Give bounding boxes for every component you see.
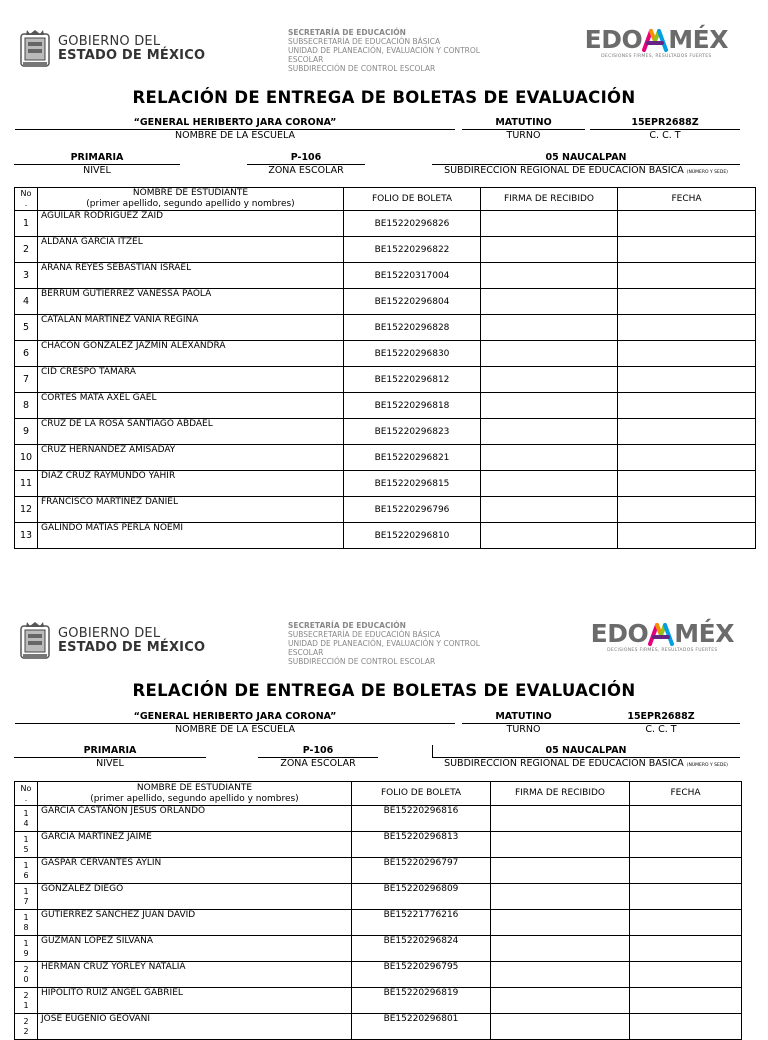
- fecha-cell: [630, 962, 742, 988]
- row-number: 6: [15, 341, 38, 367]
- table-row: [15, 1014, 742, 1040]
- escolar-line: ESCOLAR: [288, 55, 324, 64]
- region-field: [432, 152, 740, 176]
- cct-value: 15EPR2688Z: [627, 711, 695, 722]
- firma-cell: [481, 445, 618, 471]
- row-number: 12: [15, 497, 38, 523]
- row-number: 1 5: [15, 832, 38, 858]
- nivel-label: NIVEL: [83, 165, 111, 176]
- nivel-value: PRIMARIA: [83, 745, 137, 756]
- gobierno-line-1: GOBIERNO DEL: [58, 626, 161, 641]
- header-folio: FOLIO DE BOLETA: [344, 188, 481, 211]
- folio-cell: BE15220296823: [344, 419, 481, 445]
- header-fecha: FECHA: [630, 782, 742, 806]
- gobierno-line-1: GOBIERNO DEL: [58, 34, 161, 49]
- header-no: No .: [15, 188, 38, 211]
- table-row: [15, 211, 756, 237]
- fecha-cell: [618, 341, 756, 367]
- folio-cell: BE15220296816: [352, 806, 491, 832]
- student-name: DIAZ CRUZ RAYMUNDO YAHIR: [38, 471, 344, 497]
- row-number: 2 2: [15, 1014, 38, 1040]
- row-number: 13: [15, 523, 38, 549]
- header-nombre: NOMBRE DE ESTUDIANTE (primer apellido, segundo apellido y nombres): [38, 782, 352, 806]
- edomex-a-icon: [648, 623, 674, 645]
- nivel-field: [14, 152, 180, 176]
- student-name: GARCIA CASTAÑON JESUS ORLANDO: [38, 806, 352, 832]
- edomex-tagline: DECISIONES FIRMES, RESULTADOS FUERTES: [607, 648, 718, 653]
- fecha-cell: [618, 315, 756, 341]
- student-name: CRUZ HERNANDEZ AMISADAY: [38, 445, 344, 471]
- row-number: 11: [15, 471, 38, 497]
- firma-cell: [491, 884, 630, 910]
- zona-field: [247, 152, 365, 176]
- cct-field: [582, 711, 740, 735]
- table-row: [15, 806, 742, 832]
- edomex-logo: [591, 620, 734, 653]
- table-row: [15, 962, 742, 988]
- table-row: [15, 237, 756, 263]
- fecha-cell: [618, 263, 756, 289]
- firma-cell: [491, 936, 630, 962]
- fecha-cell: [630, 988, 742, 1014]
- student-name: CHACON GONZALEZ JAZMIN ALEXANDRA: [38, 341, 344, 367]
- firma-cell: [481, 237, 618, 263]
- gobierno-line-2: ESTADO DE MÉXICO: [58, 640, 206, 655]
- folio-cell: BE15220296822: [344, 237, 481, 263]
- turno-value: MATUTINO: [495, 117, 552, 128]
- fecha-cell: [618, 367, 756, 393]
- table-row: [15, 341, 756, 367]
- folio-cell: BE15220296804: [344, 289, 481, 315]
- coat-of-arms-icon: [18, 28, 52, 70]
- region-value: 05 NAUCALPAN: [545, 152, 627, 163]
- table-row: [15, 884, 742, 910]
- folio-cell: BE15220296826: [344, 211, 481, 237]
- fecha-cell: [630, 1014, 742, 1040]
- secretaria-line: SECRETARÍA DE EDUCACIÓN: [288, 621, 406, 630]
- edomex-part-2: MÉX: [674, 619, 734, 648]
- firma-cell: [481, 315, 618, 341]
- escuela-field: [15, 711, 455, 735]
- edomex-logo: [585, 26, 728, 59]
- cct-label: C. C. T: [649, 130, 681, 141]
- escuela-field: [15, 117, 455, 141]
- firma-cell: [491, 962, 630, 988]
- fecha-cell: [618, 211, 756, 237]
- zona-label: ZONA ESCOLAR: [280, 758, 356, 769]
- folio-cell: BE15220296810: [344, 523, 481, 549]
- cct-label: C. C. T: [645, 724, 677, 735]
- student-name: ALDANA GARCIA ITZEL: [38, 237, 344, 263]
- boletas-table-2: [14, 781, 742, 1040]
- table-row: [15, 367, 756, 393]
- table-row: [15, 858, 742, 884]
- fecha-cell: [618, 523, 756, 549]
- table-row: [15, 936, 742, 962]
- subsecretaria-line: SUBSECRETARÍA DE EDUCACIÓN BÁSICA: [288, 37, 441, 46]
- firma-cell: [481, 263, 618, 289]
- fecha-cell: [618, 393, 756, 419]
- student-name: HIPOLITO RUIZ ANGEL GABRIEL: [38, 988, 352, 1014]
- fecha-cell: [630, 858, 742, 884]
- escuela-value: “GENERAL HERIBERTO JARA CORONA”: [133, 117, 337, 128]
- folio-cell: BE15220296797: [352, 858, 491, 884]
- page-title: RELACIÓN DE ENTREGA DE BOLETAS DE EVALUACIÓN: [132, 88, 636, 107]
- folio-cell: BE15220296824: [352, 936, 491, 962]
- student-name: ARANA REYES SEBASTIAN ISRAEL: [38, 263, 344, 289]
- student-name: GONZALEZ DIEGO: [38, 884, 352, 910]
- row-number: 1 7: [15, 884, 38, 910]
- row-number: 2 1: [15, 988, 38, 1014]
- secretaria-block: [288, 28, 480, 73]
- turno-field: [462, 117, 585, 141]
- coat-of-arms-icon: [18, 620, 52, 662]
- row-number: 1 6: [15, 858, 38, 884]
- table-row: [15, 263, 756, 289]
- nivel-value: PRIMARIA: [70, 152, 124, 163]
- student-name: GUZMAN LOPEZ SILVANA: [38, 936, 352, 962]
- escuela-value: “GENERAL HERIBERTO JARA CORONA”: [133, 711, 337, 722]
- folio-cell: BE15220296830: [344, 341, 481, 367]
- row-number: 9: [15, 419, 38, 445]
- folio-cell: BE15220296821: [344, 445, 481, 471]
- fecha-cell: [618, 497, 756, 523]
- unidad-line: UNIDAD DE PLANEACIÓN, EVALUACIÓN Y CONTROL: [288, 46, 480, 55]
- folio-cell: BE15220296809: [352, 884, 491, 910]
- folio-cell: BE15220296801: [352, 1014, 491, 1040]
- region-value: 05 NAUCALPAN: [545, 745, 627, 756]
- table-row: [15, 445, 756, 471]
- firma-cell: [481, 211, 618, 237]
- region-label: SUBDIRECCION REGIONAL DE EDUCACION BASICA: [444, 165, 684, 176]
- table-row: [15, 832, 742, 858]
- student-name: AGUILAR RODRIGUEZ ZAID: [38, 211, 344, 237]
- row-number: 7: [15, 367, 38, 393]
- escuela-label: NOMBRE DE LA ESCUELA: [175, 130, 295, 141]
- folio-cell: BE15220296796: [344, 497, 481, 523]
- folio-cell: BE15220296828: [344, 315, 481, 341]
- nivel-label: NIVEL: [96, 758, 124, 769]
- row-number: 1: [15, 211, 38, 237]
- student-name: CID CRESPO TAMARA: [38, 367, 344, 393]
- region-note: (NÚMERO Y SEDE): [686, 763, 728, 768]
- table-row: [15, 471, 756, 497]
- fecha-cell: [618, 419, 756, 445]
- fecha-cell: [618, 471, 756, 497]
- folio-cell: BE15220296795: [352, 962, 491, 988]
- subdireccion-line: SUBDIRECCIÓN DE CONTROL ESCOLAR: [288, 657, 436, 666]
- row-number: 1 4: [15, 806, 38, 832]
- row-number: 4: [15, 289, 38, 315]
- student-name: GARCIA MARTINEZ JAIME: [38, 832, 352, 858]
- zona-value: P-106: [302, 745, 334, 756]
- student-name: GUTIERREZ SANCHEZ JUAN DAVID: [38, 910, 352, 936]
- header-firma: FIRMA DE RECIBIDO: [481, 188, 618, 211]
- table-row: [15, 289, 756, 315]
- escuela-label: NOMBRE DE LA ESCUELA: [175, 724, 295, 735]
- fecha-cell: [630, 806, 742, 832]
- row-number: 3: [15, 263, 38, 289]
- page-title: RELACIÓN DE ENTREGA DE BOLETAS DE EVALUACIÓN: [132, 681, 636, 700]
- gobierno-line-2: ESTADO DE MÉXICO: [58, 48, 206, 63]
- region-note: (NÚMERO Y SEDE): [686, 170, 728, 175]
- folio-cell: BE15220296819: [352, 988, 491, 1014]
- firma-cell: [491, 1014, 630, 1040]
- folio-cell: BE15220317004: [344, 263, 481, 289]
- header-nombre: NOMBRE DE ESTUDIANTE (primer apellido, segundo apellido y nombres): [38, 188, 344, 211]
- row-number: 1 8: [15, 910, 38, 936]
- table-row: [15, 497, 756, 523]
- folio-cell: BE15221776216: [352, 910, 491, 936]
- firma-cell: [491, 832, 630, 858]
- folio-cell: BE15220296812: [344, 367, 481, 393]
- cct-value: 15EPR2688Z: [631, 117, 699, 128]
- fecha-cell: [618, 289, 756, 315]
- fecha-cell: [630, 884, 742, 910]
- row-number: 2: [15, 237, 38, 263]
- turno-label: TURNO: [506, 130, 541, 141]
- gobierno-logo: [18, 28, 205, 70]
- row-number: 10: [15, 445, 38, 471]
- secretaria-block: [288, 621, 480, 666]
- row-number: 1 9: [15, 936, 38, 962]
- turno-value: MATUTINO: [495, 711, 552, 722]
- table-row: [15, 419, 756, 445]
- firma-cell: [491, 988, 630, 1014]
- edomex-tagline: DECISIONES FIRMES, RESULTADOS FUERTES: [601, 54, 712, 59]
- row-number: 5: [15, 315, 38, 341]
- table-row: [15, 988, 742, 1014]
- fecha-cell: [630, 936, 742, 962]
- student-name: CORTES MATA AXEL GAEL: [38, 393, 344, 419]
- row-number: 2 0: [15, 962, 38, 988]
- firma-cell: [481, 341, 618, 367]
- firma-cell: [491, 910, 630, 936]
- student-name: BERRUM GUTIERREZ VANESSA PAOLA: [38, 289, 344, 315]
- unidad-line: UNIDAD DE PLANEACIÓN, EVALUACIÓN Y CONTROL: [288, 639, 480, 648]
- edomex-part-2: MÉX: [668, 25, 728, 54]
- boletas-table-1: [14, 187, 756, 549]
- fecha-cell: [630, 910, 742, 936]
- fecha-cell: [618, 237, 756, 263]
- student-name: GALINDO MATIAS PERLA NOEMI: [38, 523, 344, 549]
- firma-cell: [481, 471, 618, 497]
- folio-cell: BE15220296815: [344, 471, 481, 497]
- fecha-cell: [618, 445, 756, 471]
- firma-cell: [491, 858, 630, 884]
- header-fecha: FECHA: [618, 188, 756, 211]
- escolar-line: ESCOLAR: [288, 648, 324, 657]
- region-field: [432, 745, 740, 769]
- table-row: [15, 523, 756, 549]
- student-name: CATALAN MARTINEZ VANIA REGINA: [38, 315, 344, 341]
- table-row: [15, 910, 742, 936]
- document-page-2: [0, 594, 768, 1036]
- edomex-part-1: EDO: [590, 619, 649, 648]
- zona-value: P-106: [290, 152, 322, 163]
- edomex-a-icon: [642, 29, 668, 51]
- student-name: CRUZ DE LA ROSA SANTIAGO ABDAEL: [38, 419, 344, 445]
- nivel-field: [14, 745, 206, 769]
- student-name: FRANCISCO MARTINEZ DANIEL: [38, 497, 344, 523]
- edomex-part-1: EDO: [584, 25, 643, 54]
- header-firma: FIRMA DE RECIBIDO: [491, 782, 630, 806]
- table-row: [15, 315, 756, 341]
- region-label: SUBDIRECCION REGIONAL DE EDUCACION BASICA: [444, 758, 684, 769]
- header-no: No .: [15, 782, 38, 806]
- firma-cell: [481, 393, 618, 419]
- firma-cell: [481, 419, 618, 445]
- header-folio: FOLIO DE BOLETA: [352, 782, 491, 806]
- firma-cell: [491, 806, 630, 832]
- secretaria-line: SECRETARÍA DE EDUCACIÓN: [288, 28, 406, 37]
- turno-field: [462, 711, 585, 735]
- zona-label: ZONA ESCOLAR: [268, 165, 344, 176]
- row-number: 8: [15, 393, 38, 419]
- folio-cell: BE15220296818: [344, 393, 481, 419]
- cct-field: [590, 117, 740, 141]
- student-name: JOSE EUGENIO GEOVANI: [38, 1014, 352, 1040]
- folio-cell: BE15220296813: [352, 832, 491, 858]
- turno-label: TURNO: [506, 724, 541, 735]
- subdireccion-line: SUBDIRECCIÓN DE CONTROL ESCOLAR: [288, 64, 436, 73]
- student-name: GASPAR CERVANTES AYLIN: [38, 858, 352, 884]
- table-row: [15, 393, 756, 419]
- firma-cell: [481, 367, 618, 393]
- zona-field: [258, 745, 378, 769]
- student-name: HERMAN CRUZ YORLEY NATALIA: [38, 962, 352, 988]
- firma-cell: [481, 497, 618, 523]
- fecha-cell: [630, 832, 742, 858]
- gobierno-logo: [18, 620, 205, 662]
- firma-cell: [481, 289, 618, 315]
- subsecretaria-line: SUBSECRETARÍA DE EDUCACIÓN BÁSICA: [288, 630, 441, 639]
- firma-cell: [481, 523, 618, 549]
